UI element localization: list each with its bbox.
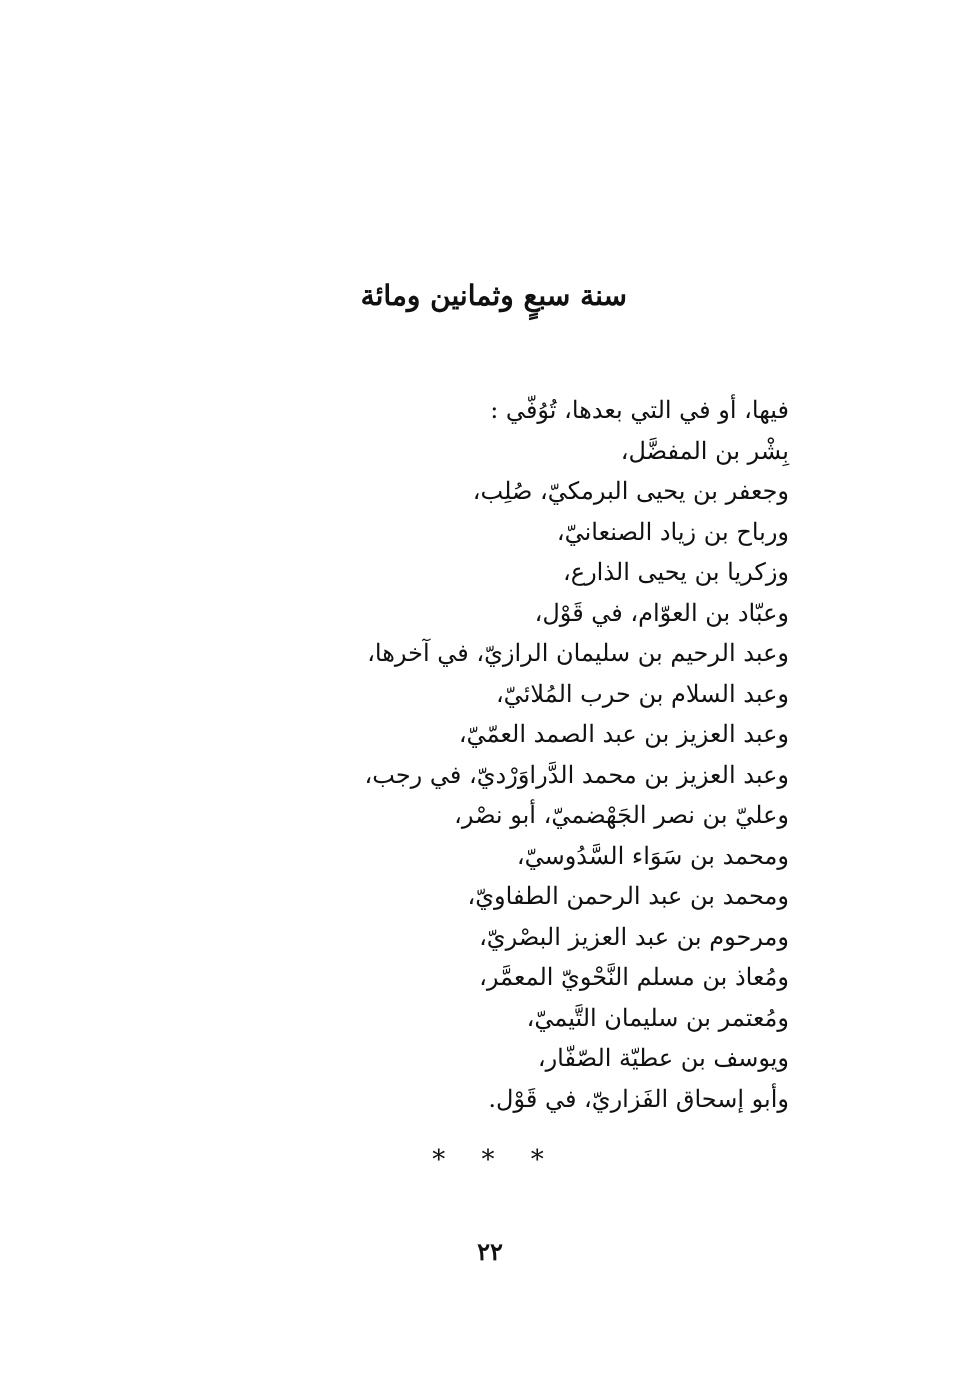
entry-line: وجعفر بن يحيى البرمكيّ، صُلِب،	[472, 477, 789, 505]
entry-line: وأبو إسحاق الفَزاريّ، في قَوْل.	[488, 1084, 789, 1113]
entry-line: ومحمد بن سَوَاء السَّدُوسيّ،	[516, 841, 789, 870]
entry-line: ومُعتمر بن سليمان التَّيميّ،	[526, 1003, 789, 1032]
section-divider-asterisks: * * *	[432, 1145, 558, 1175]
entry-line: وعليّ بن نصر الجَهْضميّ، أبو نصْر،	[454, 801, 789, 829]
entry-line: وعبد السلام بن حرب المُلائيّ،	[495, 679, 789, 708]
entry-line: فيها، أو في التي بعدها، تُوُفّي :	[490, 396, 789, 424]
entry-line: بِشْر بن المفضَّل،	[620, 436, 789, 465]
entry-line: وعبد العزيز بن محمد الدَّراوَرْديّ، في رجب،	[364, 760, 789, 789]
entry-line: ورباح بن زياد الصنعانيّ،	[556, 517, 789, 546]
page-number: ٢٢	[477, 1237, 503, 1266]
death-entries-list	[349, 390, 789, 1119]
entry-line: وعبد العزيز بن عبد الصمد العمّيّ،	[458, 720, 789, 748]
entry-line: ويوسف بن عطيّة الصّفّار،	[537, 1044, 789, 1072]
entry-line: ومحمد بن عبد الرحمن الطفاويّ،	[467, 882, 789, 910]
entry-line: وعبّاد بن العوّام، في قَوْل،	[534, 598, 789, 627]
entry-line: وزكريا بن يحيى الذارع،	[563, 558, 789, 586]
section-heading: سنة سبعٍ وثمانين ومائة	[360, 279, 627, 312]
entry-line: ومُعاذ بن مسلم النَّحْويّ المعمَّر،	[479, 963, 789, 991]
entry-line: وعبد الرحيم بن سليمان الرازيّ، في آخرها،	[367, 639, 789, 667]
entry-line: ومرحوم بن عبد العزيز البصْريّ،	[479, 922, 789, 951]
